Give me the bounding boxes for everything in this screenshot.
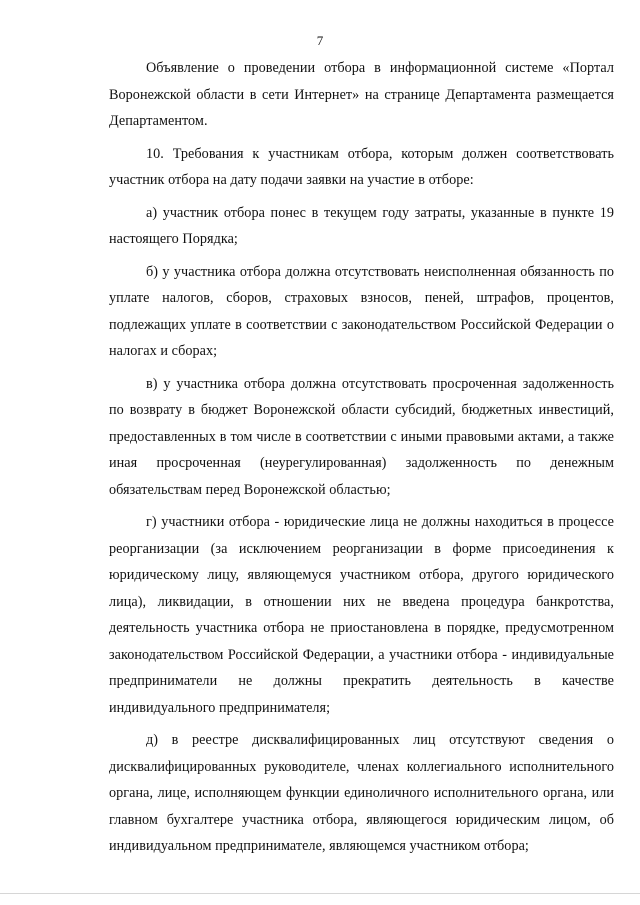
paragraph-item-d: д) в реестре дисквалифицированных лиц отсутствуют сведения о дисквалифицированных руководителе, членах коллегиального исполнительного органа, лице, исполняющем функции единоличного исполнительного органа, или главном бухгалтере участника отбора, являющегося юридическим лицом, об индивидуальном предпринимателе, являющемся участником отбора;: [109, 732, 614, 854]
paragraph-item-g: г) участники отбора - юридические лица не должны находиться в процессе реорганизации (за исключением реорганизации в форме присоединения к юридическому лицу, являющемуся участником отбора, другого юридического лица), ликвидации, в отношении них не введена процедура банкротства, деятельность участника отбора не приостановлена в порядке, предусмотренном законодательством Российской Федерации, а участники отбора - индивидуальные предприниматели не должны прекратить деятельность в качестве индивидуального предпринимателя;: [109, 514, 614, 716]
paragraph-requirements-heading: 10. Требования к участникам отбора, которым должен соответствовать участник отбора на дату подачи заявки на участие в отборе:: [109, 145, 614, 188]
paragraph-item-v: в) у участника отбора должна отсутствовать просроченная задолженность по возврату в бюджет Воронежской области субсидий, бюджетных инвестиций, предоставленных в том числе в соответствии с иными правовыми актами, а также иная просроченная (неурегулированная) задолженность по денежным обязательствам перед Воронежской областью;: [109, 375, 614, 498]
paragraph-item-b: б) у участника отбора должна отсутствовать неисполненная обязанность по уплате налогов, сборов, страховых взносов, пеней, штрафов, процентов, подлежащих уплате в соответствии с законодательством Российской Федерации о налогах и сборах;: [109, 263, 614, 359]
document-body: [109, 55, 614, 866]
page-bottom-edge: [0, 893, 640, 894]
paragraph-announcement: Объявление о проведении отбора в информационной системе «Портал Воронежской области в сети Интернет» на странице Департамента размещается Департаментом.: [109, 60, 614, 129]
page-number: 7: [316, 33, 324, 48]
paragraph-item-a: а) участник отбора понес в текущем году затраты, указанные в пункте 19 настоящего Порядка;: [109, 204, 614, 247]
